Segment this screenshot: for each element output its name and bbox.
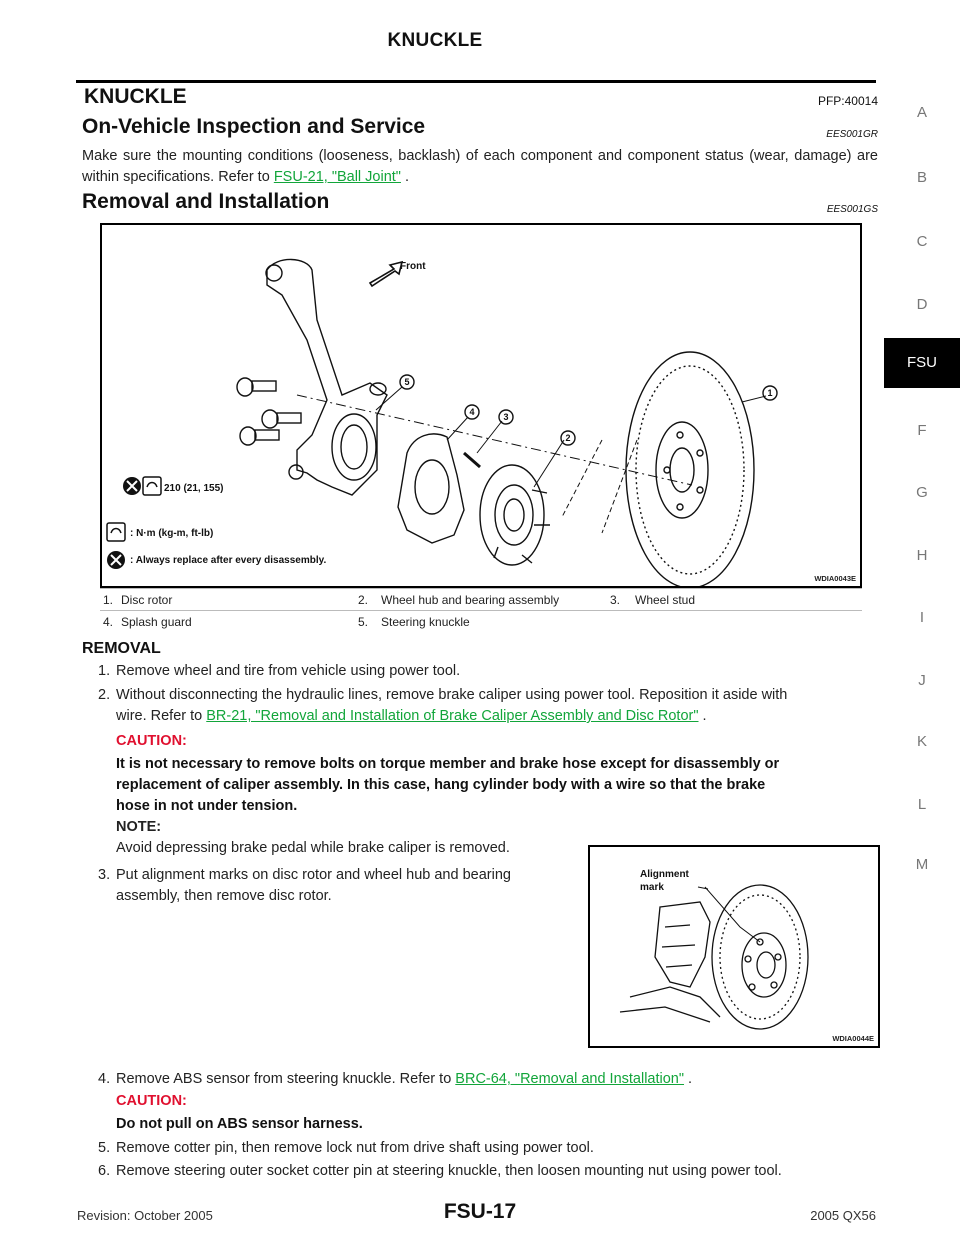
ball-joint-link[interactable]: FSU-21, "Ball Joint": [273, 169, 401, 185]
alignment-label-line2: mark: [640, 882, 664, 893]
caution-label: CAUTION:: [116, 733, 187, 749]
revision-date: Revision: October 2005: [77, 1208, 213, 1223]
part-wheel-hub: Wheel hub and bearing assembly: [381, 593, 560, 607]
side-index-tabs: [884, 0, 960, 1242]
inspection-text: Make sure the mounting conditions (looseness, backlash) of each component and component status (wear, damage) are within specifications. Refer to FSU-21, "Ball Joint" .: [82, 148, 878, 185]
front-label: Front: [400, 261, 426, 272]
vehicle-model: 2005 QX56: [810, 1208, 876, 1223]
caution-line: Do not pull on ABS sensor harness.: [116, 1116, 363, 1132]
knuckle-exploded-figure: [100, 223, 862, 588]
callout-4-label: 4: [469, 407, 475, 417]
inspection-code: EES001GR: [826, 129, 878, 140]
caution-line: replacement of caliper assembly. In this case, hang cylinder body with a wire so that the brake: [116, 777, 766, 793]
torque-value: 210 (21, 155): [164, 483, 224, 494]
inspection-heading: On-Vehicle Inspection and Service: [82, 115, 426, 138]
removal-heading: REMOVAL: [82, 640, 161, 657]
legend-replace-text: : Always replace after every disassembly.: [130, 555, 327, 566]
part-steering-knuckle: Steering knuckle: [381, 615, 470, 629]
side-tab-a[interactable]: A: [916, 104, 927, 121]
callout-5-label: 5: [404, 377, 410, 387]
legend-row: 1. Disc rotor 2. Wheel hub and bearing assembly 3. Wheel stud: [100, 588, 862, 610]
part-wheel-stud: Wheel stud: [635, 593, 696, 607]
alignment-mark-illustration: [590, 847, 878, 1046]
side-tab-g[interactable]: G: [916, 484, 928, 501]
pfp-code: PFP:40014: [817, 94, 878, 108]
page-number: FSU-17: [443, 1200, 517, 1223]
side-tab-b[interactable]: B: [916, 169, 927, 186]
section-title: KNUCKLE: [84, 85, 187, 108]
removal-installation-heading: Removal and Installation: [82, 190, 330, 213]
side-tab-l[interactable]: L: [917, 796, 927, 813]
legend-torque-units: : N·m (kg-m, ft-lb): [130, 528, 214, 539]
note-label: NOTE:: [116, 819, 162, 835]
side-tab-i[interactable]: I: [919, 609, 925, 626]
caution-line: hose in not under tension.: [116, 798, 298, 814]
side-tab-j[interactable]: J: [918, 672, 926, 689]
caution-line: It is not necessary to remove bolts on torque member and brake hose except for disassembly or: [116, 756, 780, 772]
knuckle-exploded-illustration: [102, 225, 860, 586]
note-text: Avoid depressing brake pedal while brake caliper is removed.: [116, 840, 510, 856]
callout-1-label: 1: [767, 388, 773, 398]
side-tab-k[interactable]: K: [916, 733, 927, 750]
side-tab-h[interactable]: H: [916, 547, 928, 564]
callout-3-label: 3: [503, 412, 509, 422]
side-tab-c[interactable]: C: [916, 233, 928, 250]
abs-sensor-link[interactable]: BRC-64, "Removal and Installation": [455, 1071, 685, 1087]
side-tab-d[interactable]: D: [916, 296, 928, 313]
brake-caliper-link[interactable]: BR-21, "Removal and Installation of Brake Caliper Assembly and Disc Rotor": [206, 708, 699, 724]
side-tab-m[interactable]: M: [915, 856, 929, 873]
alignment-label-line1: Alignment: [640, 869, 689, 880]
step-2: 2. Without disconnecting the hydraulic lines, remove brake caliper using power tool. Reposition it aside with wire. Refer to BR-21, "Removal and Installation of Brake Caliper Assembly and Disc Rotor" .: [98, 687, 788, 724]
caution-label: CAUTION:: [116, 1093, 187, 1109]
step-3: 3. Put alignment marks on disc rotor and wheel hub and bearing assembly, then remove disc rotor.: [98, 867, 511, 904]
callout-2-label: 2: [565, 433, 571, 443]
part-splash-guard: Splash guard: [121, 615, 192, 629]
figure2-code: WDIA0044E: [832, 1034, 874, 1043]
part-disc-rotor: Disc rotor: [121, 593, 173, 607]
legend-row: 4. Splash guard 5. Steering knuckle: [100, 610, 862, 632]
running-header: KNUCKLE: [387, 30, 483, 51]
side-tab-fsu[interactable]: FSU: [884, 338, 960, 388]
header-rule: [76, 80, 876, 83]
bolt-lower: [240, 427, 279, 445]
bolt-middle: [262, 410, 301, 428]
removal-installation-code: EES001GS: [826, 204, 878, 215]
side-tab-f[interactable]: F: [917, 422, 927, 439]
alignment-mark-figure: [588, 845, 880, 1048]
bolt-upper: [237, 378, 276, 396]
figure1-code: WDIA0043E: [814, 574, 856, 583]
